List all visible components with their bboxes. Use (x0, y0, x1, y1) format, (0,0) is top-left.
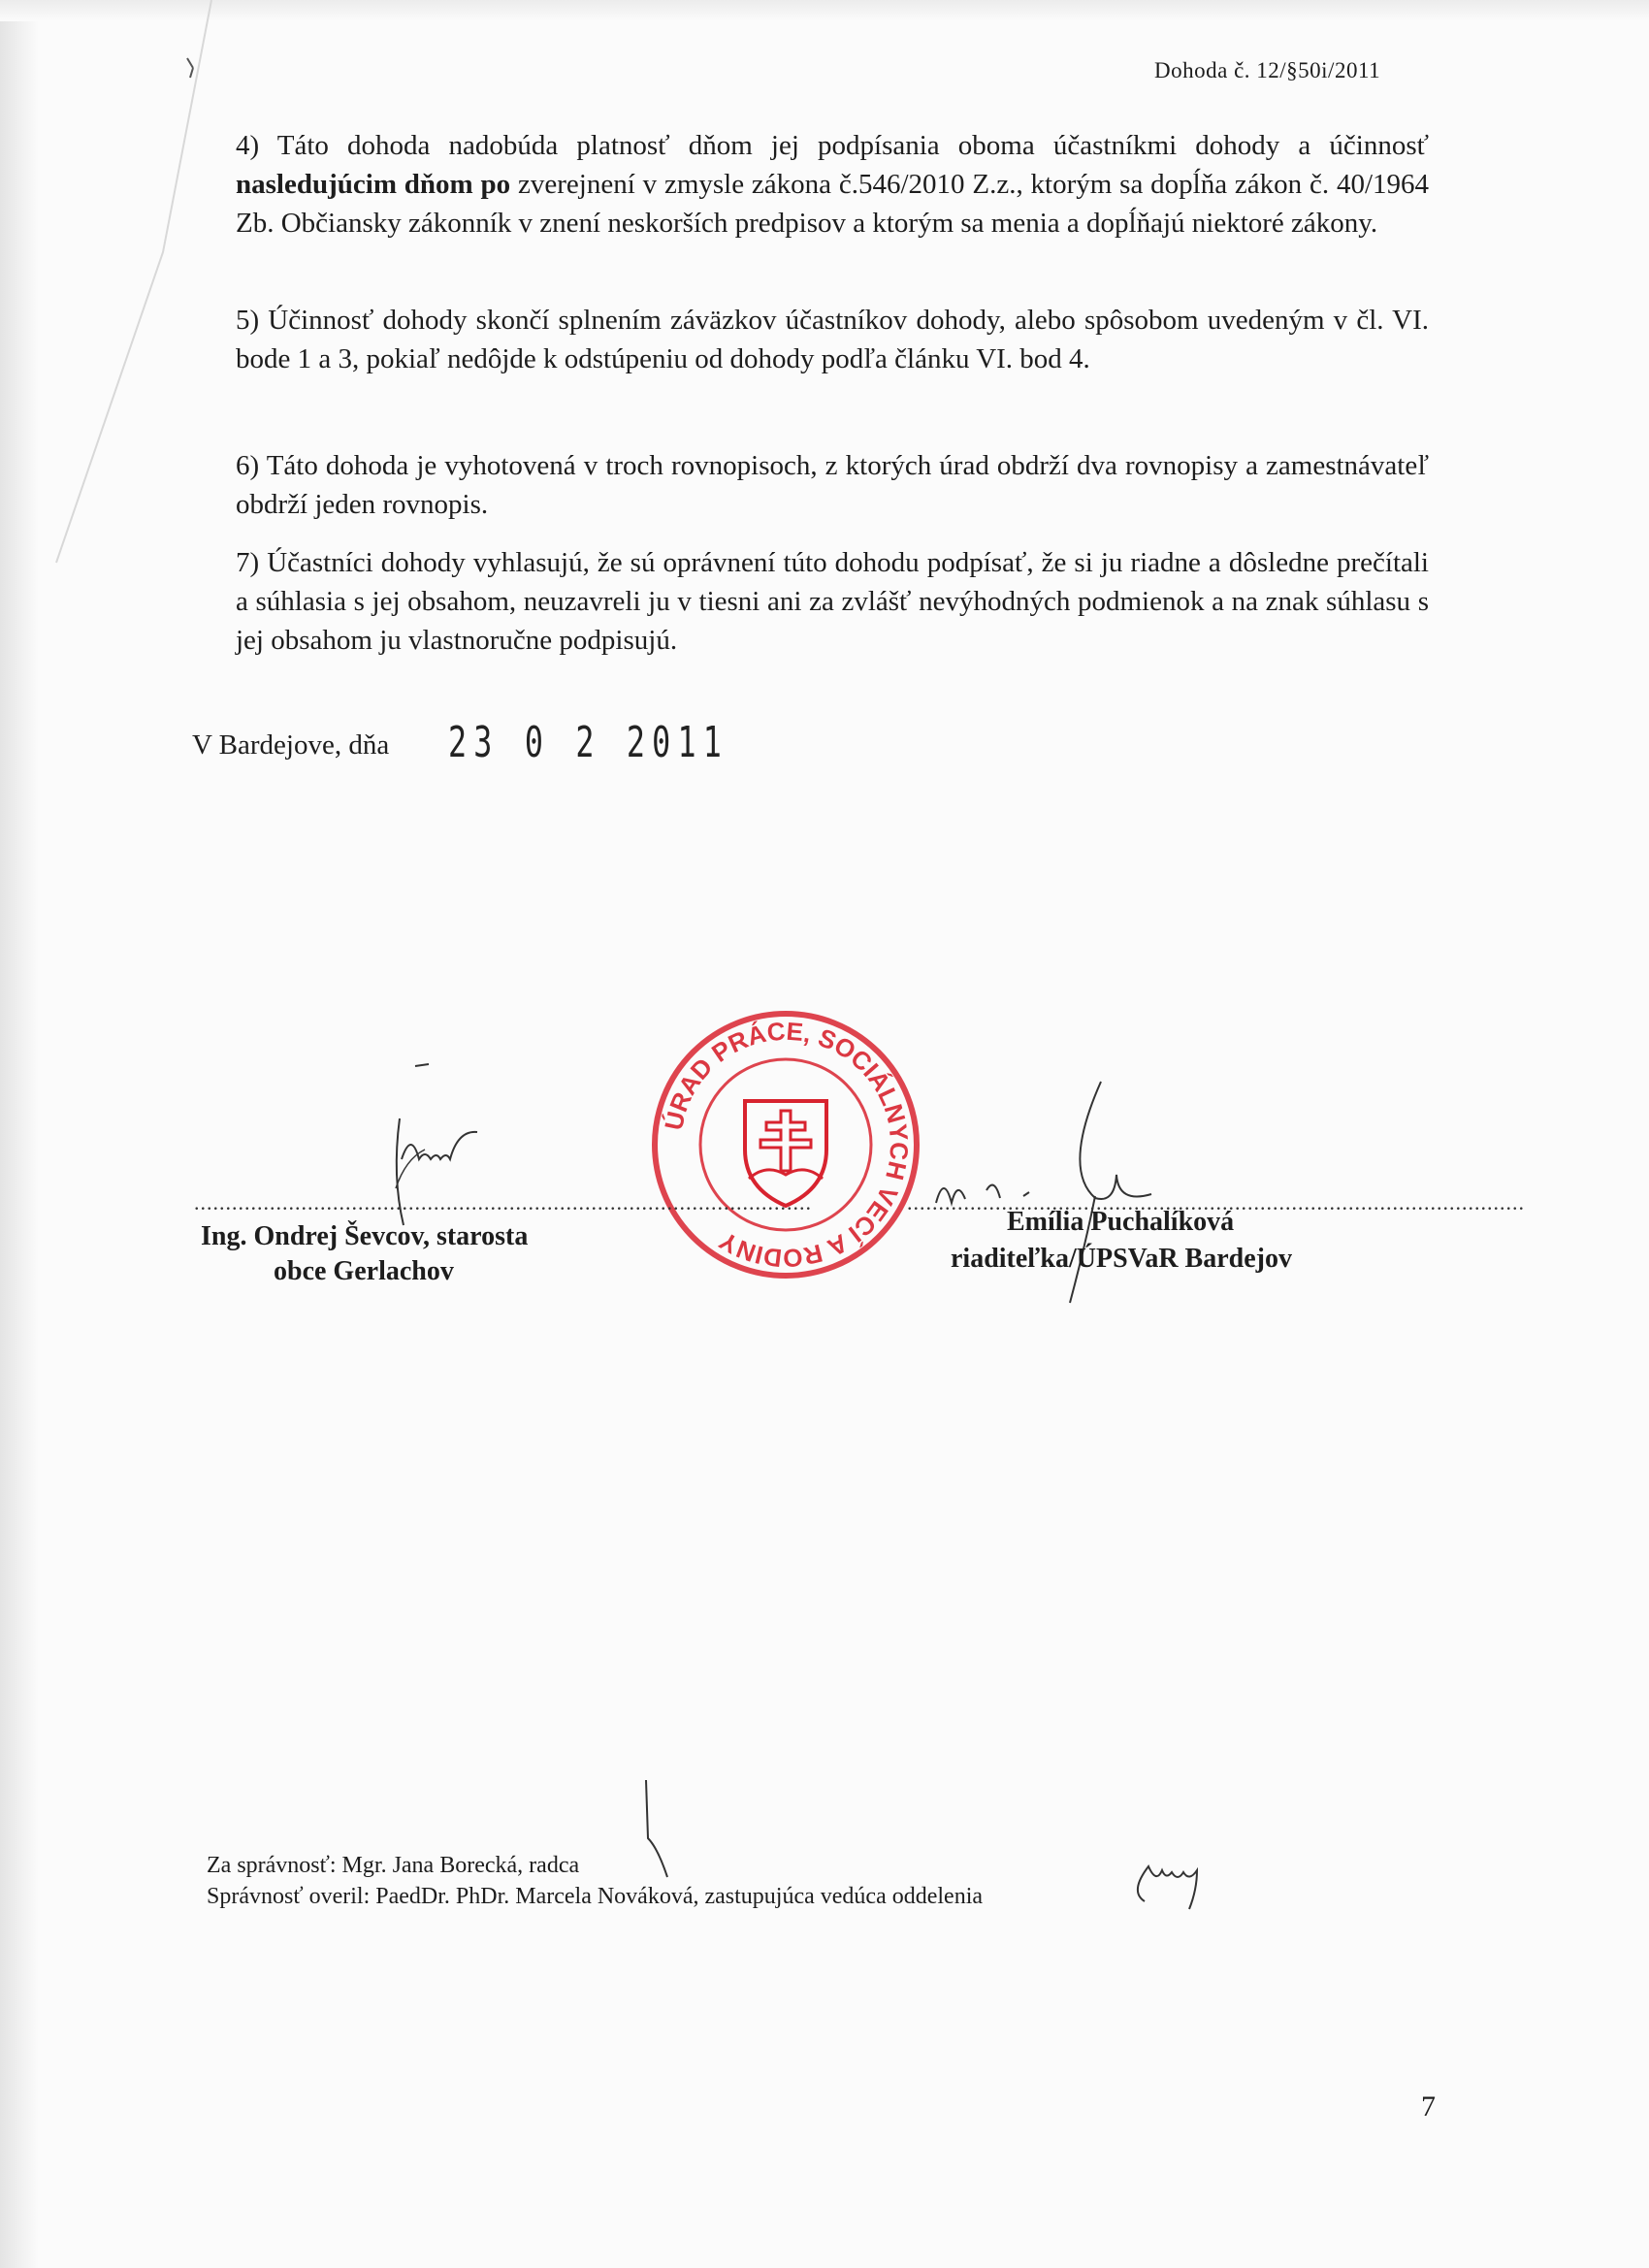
verified-by-line: Správnosť overil: PaedDr. PhDr. Marcela Nováková, zastupujúca vedúca oddelenia (207, 1884, 984, 1909)
place-date-label: V Bardejove, dňa (192, 729, 390, 761)
scan-top-shadow (0, 0, 1649, 21)
left-signatory-name: Ing. Ondrej Ševcov, starosta (201, 1221, 529, 1251)
paragraph-5-text: 5) Účinnosť dohody skončí splnením záväzkov účastníkov dohody, alebo spôsobom uvedeným v čl. VI. bode 1 a 3, pokiaľ nedôjde k odstúpeniu od dohody podľa článku VI. bod 4. (236, 305, 1429, 374)
paragraph-6-text: 6) Táto dohoda je vyhotovená v troch rovnopisoch, z ktorých úrad obdrží dva rovnopisy a zamestnávateľ obdrží jeden rovnopis. (236, 450, 1429, 520)
verifier-signature (1125, 1853, 1232, 1911)
right-signatory-role: riaditeľka/ÚPSVaR Bardejov (951, 1244, 1292, 1274)
paragraph-7-text: 7) Účastníci dohody vyhlasujú, že sú oprávnení túto dohodu podpísať, že si ju riadne a dôsledne prečítali a súhlasia s jej obsahom, neuzavreli ju v tiesni ani za zvlášť nevýhodných podmienok a na znak súhlasu s jej obsahom ju vlastnoručne podpisujú. (236, 547, 1429, 656)
left-signatory-role: obce Gerlachov (274, 1256, 454, 1286)
svg-text:ÚRAD PRÁCE, SOCIÁLNYCH VECÍ A (659, 1017, 914, 1274)
paragraph-4-lead: 4) Táto dohoda nadobúda platnosť dňom jej podpísania oboma účastníkmi dohody a účinnosť (236, 130, 1429, 161)
paper-fold-mark (17, 0, 211, 582)
official-stamp (645, 1004, 926, 1285)
right-signature-line: .................................................................................................. (907, 1190, 1525, 1215)
paragraph-5 (192, 301, 1429, 378)
stamp-text: ÚRAD PRÁCE, SOCIÁLNYCH VECÍ A RODINY (658, 1016, 915, 1274)
paragraph-4-rest: zverejnení v zmysle zákona č.546/2010 Z.z., ktorým sa dopĺňa zákon č. 40/1964 Zb. Občiansky zákonník v znení neskorších predpisov a ktorým sa menia a dopĺňajú niektoré zákony. (236, 169, 1430, 239)
paragraph-7 (192, 543, 1429, 660)
paragraph-6 (192, 446, 1429, 524)
paragraph-4 (192, 126, 1429, 243)
correctness-line: Za správnosť: Mgr. Jana Borecká, radca (207, 1853, 580, 1878)
page-number: 7 (1421, 2090, 1436, 2122)
agreement-reference: Dohoda č. 12/§50i/2011 (1154, 58, 1381, 82)
right-signatory-name: Emília Puchalíková (1007, 1207, 1235, 1237)
left-signature-line: .................................................................................................. (194, 1190, 812, 1215)
verifier-initial-mark (621, 1780, 679, 1896)
paragraph-4-bold: nasledujúcim dňom po (236, 169, 511, 200)
handwritten-date: 23 0 2 2011 (448, 718, 729, 767)
